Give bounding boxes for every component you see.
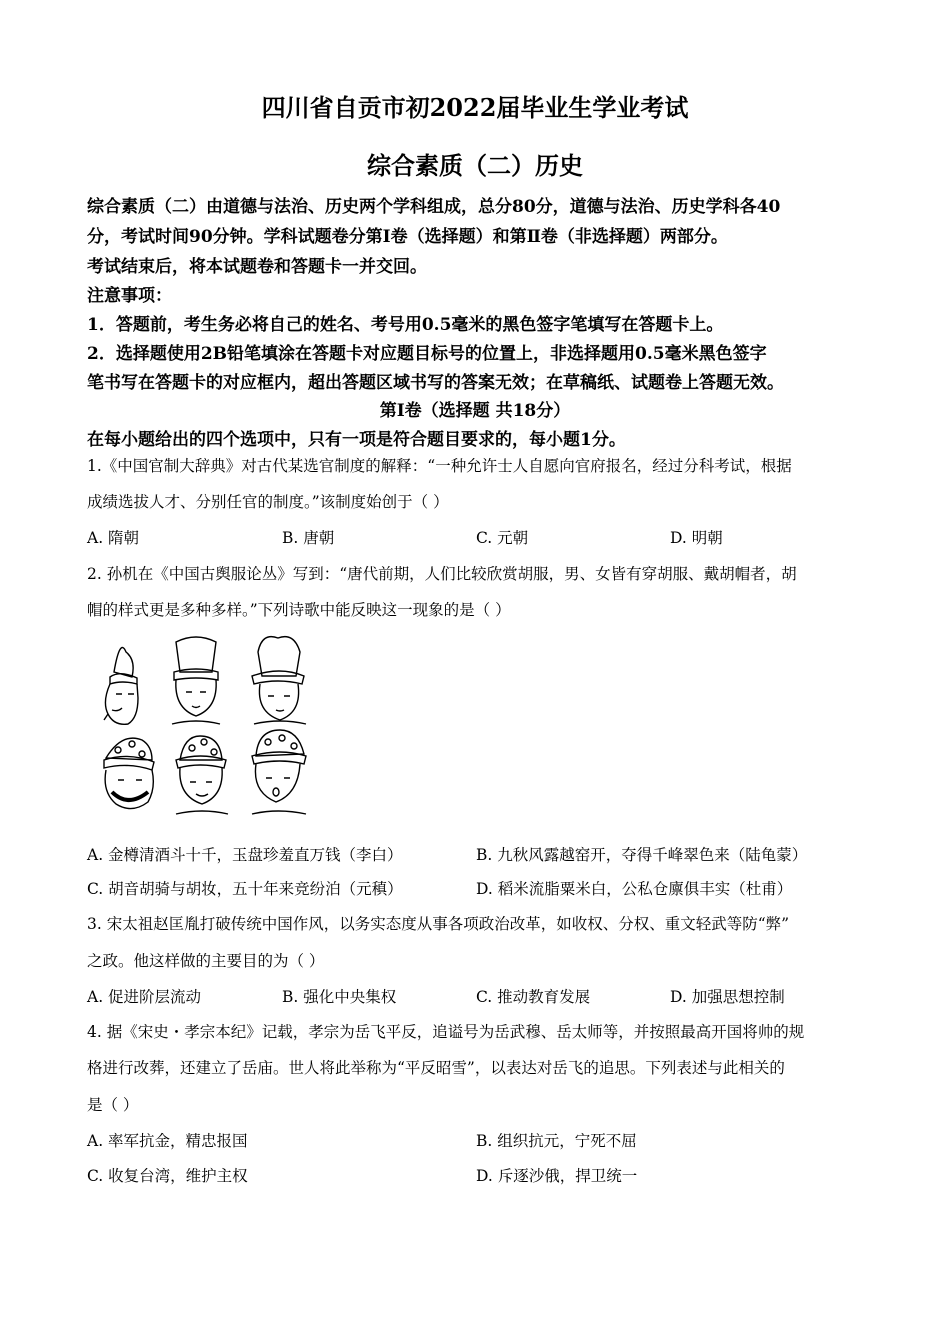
section-instruction: 在每小题给出的四个选项中，只有一项是符合题目要求的，每小题1分。: [87, 430, 626, 450]
intro-line-1: 综合素质（二）由道德与法治、历史两个学科组成，总分80分，道德与法治、历史学科各40: [87, 197, 781, 217]
section-title: 第Ⅰ卷（选择题 共18分）: [379, 401, 571, 421]
question-3-option-d: D. 加强思想控制: [670, 988, 785, 1006]
question-1-option-b: B. 唐朝: [282, 529, 335, 547]
question-4-option-a: A. 率军抗金，精忠报国: [87, 1132, 248, 1150]
question-2-line-1: 2. 孙机在《中国古舆服论丛》写到：“唐代前期，人们比较欣赏胡服，男、女皆有穿胡服、戴胡帽者，胡: [87, 565, 797, 583]
hat-figure-2: [172, 637, 220, 724]
hat-figure-4: [104, 738, 154, 808]
question-2-line-2: 帽的样式更是多种多样。”下列诗歌中能反映这一现象的是（ ）: [87, 601, 511, 619]
question-3-option-a: A. 促进阶层流动: [87, 988, 202, 1006]
question-3-line-1: 3. 宋太祖赵匡胤打破传统中国作风，以务实态度从事各项政治改革，如收权、分权、重文轻武等防“弊”: [87, 915, 790, 933]
question-2-option-b: B. 九秋风露越窑开，夺得千峰翠色来（陆龟蒙）: [476, 846, 808, 864]
notes-title: 注意事项：: [87, 286, 172, 306]
question-2-option-d: D. 稻米流脂粟米白，公私仓廪俱丰实（杜甫）: [476, 880, 793, 898]
question-1-line-1: 1.《中国官制大辞典》对古代某选官制度的解释：“一种允许士人自愿向官府报名，经过分科考试，根据: [87, 457, 792, 475]
question-2-option-c: C. 胡音胡骑与胡妆，五十年来竞纷泊（元稹）: [87, 880, 403, 898]
page-title: 四川省自贡市初2022届毕业生学业考试: [261, 93, 689, 122]
question-3-line-2: 之政。他这样做的主要目的为（ ）: [87, 952, 325, 970]
question-3-option-b: B. 强化中央集权: [282, 988, 397, 1006]
question-4-option-b: B. 组织抗元，宁死不屈: [476, 1132, 637, 1150]
question-1-option-d: D. 明朝: [670, 529, 723, 547]
intro-line-2: 分，考试时间90分钟。学科试题卷分第Ⅰ卷（选择题）和第Ⅱ卷（非选择题）两部分。: [87, 227, 728, 247]
page-subtitle: 综合素质（二）历史: [367, 151, 583, 180]
hat-figure-5: [176, 736, 228, 814]
question-4-line-2: 格进行改葬，还建立了岳庙。世人将此举称为“平反昭雪”，以表达对岳飞的追思。下列表述与此相关的: [87, 1059, 785, 1077]
hu-hats-illustration: [92, 632, 312, 824]
question-4-option-c: C. 收复台湾，维护主权: [87, 1167, 248, 1185]
note-2-line-2: 笔书写在答题卡的对应框内，超出答题区域书写的答案无效；在草稿纸、试题卷上答题无效。: [87, 373, 784, 393]
hat-figure-1: [104, 648, 138, 725]
question-2-option-a: A. 金樽清酒斗十千，玉盘珍羞直万钱（李白）: [87, 846, 403, 864]
question-1-option-a: A. 隋朝: [87, 529, 140, 547]
intro-line-3: 考试结束后，将本试题卷和答题卡一并交回。: [87, 257, 427, 277]
question-3-option-c: C. 推动教育发展: [476, 988, 591, 1006]
question-4-line-1: 4. 据《宋史・孝宗本纪》记载，孝宗为岳飞平反，追谥号为岳武穆、岳太师等，并按照最高开国将帅的规: [87, 1023, 805, 1041]
note-2-line-1: 2．选择题使用2B铅笔填涂在答题卡对应题目标号的位置上，非选择题用0.5毫米黑色签字: [87, 344, 767, 364]
question-4-line-3: 是（ ）: [87, 1096, 139, 1114]
question-4-option-d: D. 斥逐沙俄，捍卫统一: [476, 1167, 638, 1185]
hat-figure-6: [252, 730, 306, 814]
hat-figure-3: [252, 637, 306, 724]
question-1-line-2: 成绩选拔人才、分别任官的制度。”该制度始创于（ ）: [87, 493, 449, 511]
question-1-option-c: C. 元朝: [476, 529, 529, 547]
note-1: 1．答题前，考生务必将自己的姓名、考号用0.5毫米的黑色签字笔填写在答题卡上。: [87, 315, 724, 335]
